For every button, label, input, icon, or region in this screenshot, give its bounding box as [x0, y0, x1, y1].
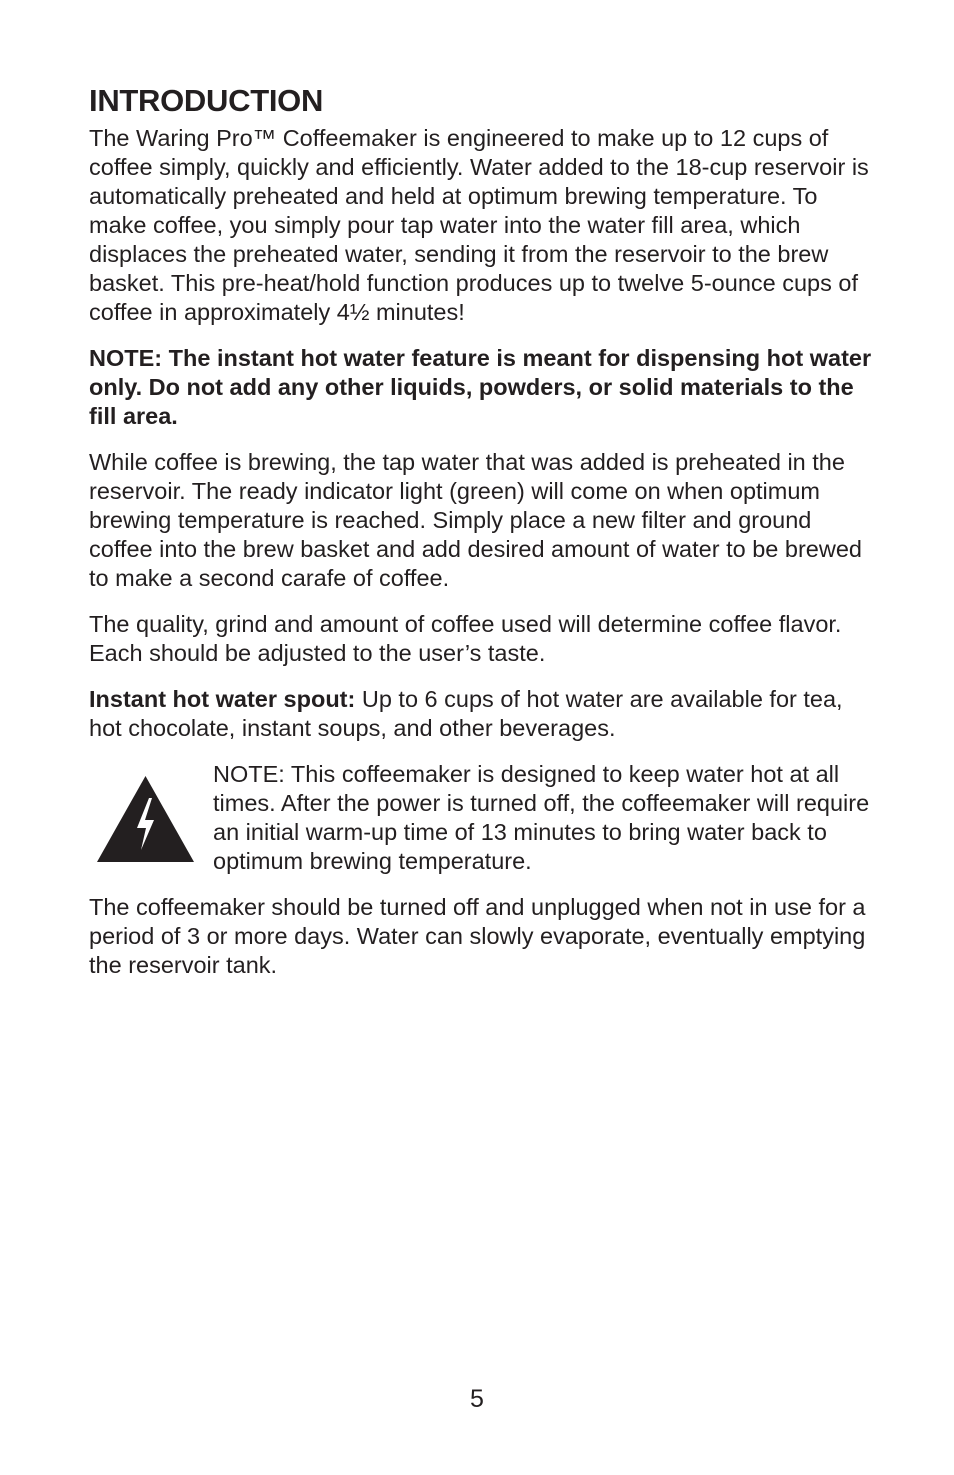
page-content [89, 80, 879, 997]
quality-paragraph: The quality, grind and amount of coffee used will determine coffee flavor. Each should be adjusted to the user’s taste. [89, 611, 842, 666]
warning-block [89, 760, 879, 876]
section-heading: INTRODUCTION [89, 83, 324, 118]
spout-paragraph [89, 685, 879, 743]
warning-note: NOTE: This coffeemaker is designed to keep water hot at all times. After the power is turned off, the coffeemaker will require an initial warm-up time of 13 minutes to bring water back to optimum brewing temperature. [213, 761, 870, 874]
electrical-hazard-icon [97, 776, 194, 862]
brewing-paragraph: While coffee is brewing, the tap water that was added is preheated in the reservoir. The ready indicator light (green) will come on when optimum brewing temperature is reached. Simply place a new filter and ground coffee into the brew basket and add desired amount of water to be brewed to make a second carafe of coffee. [89, 449, 862, 591]
intro-paragraph: The Waring Pro™ Coffeemaker is engineered to make up to 12 cups of coffee simply, quickly and efficiently. Water added to the 18-cup reservoir is automatically preheated and held at optimum brewing temperature. To make coffee, you simply pour tap water into the water fill area, which displaces the preheated water, sending it from the reservoir to the brew basket. This pre-heat/hold function produces up to twelve 5-ounce cups of coffee in approximately 4½ minutes! [89, 125, 869, 325]
spout-label: Instant hot water spout: [89, 686, 356, 712]
page-number: 5 [470, 1385, 484, 1413]
spout-text: Up to 6 cups of hot water are available for tea, hot chocolate, instant soups, and other beverages. [89, 686, 843, 741]
hot-water-note: NOTE: The instant hot water feature is meant for dispensing hot water only. Do not add any other liquids, powders, or solid materials to the fill area. [89, 345, 872, 429]
unplug-paragraph: The coffeemaker should be turned off and unplugged when not in use for a period of 3 or more days. Water can slowly evaporate, eventually emptying the reservoir tank. [89, 894, 866, 978]
